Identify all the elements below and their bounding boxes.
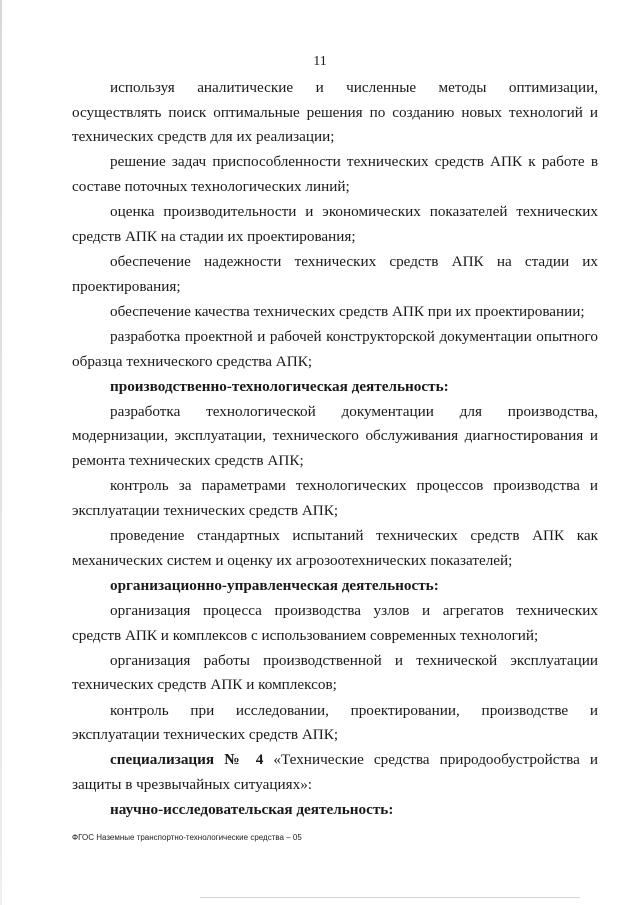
- scan-bottom-mark: [200, 897, 580, 898]
- paragraph-p13: организация работы производственной и технической эксплуатации технических средств АПК и комплексов;: [72, 651, 598, 694]
- paragraph-p3: оценка производительности и экономических показателей технических средств АПК на стадии их проектирования;: [72, 203, 598, 245]
- paragraph-p12: организация процесса производства узлов и агрегатов технических средств АПК и комплексов с использованием современных технологий;: [72, 602, 598, 644]
- section-heading-management: организационно-управленческая деятельность:: [110, 576, 439, 594]
- paragraph-p1: используя аналитические и численные методы оптимизации, осуществлять поиск оптимальные решения по созданию новых технологий и технических средств для их реализации;: [72, 79, 598, 146]
- paragraph-p2: решение задач приспособленности технических средств АПК к работе в составе поточных технологических линий;: [72, 153, 598, 195]
- paragraph-p8: разработка технологической документации для производства, модернизации, эксплуатации, технического обслуживания диагностирования и ремонта технических средств АПК;: [72, 402, 598, 470]
- paragraph-p14: контроль при исследовании, проектировании, производстве и эксплуатации технических средств АПК;: [72, 701, 598, 744]
- page-number: 11: [313, 54, 327, 69]
- section-heading-production: производственно-технологическая деятельность:: [110, 377, 449, 395]
- paragraph-p5: обеспечение качества технических средств АПК при их проектировании;: [110, 302, 585, 320]
- paragraph-p10: проведение стандартных испытаний технических средств АПК как механических систем и оценку их агрозоотехнических показателей;: [72, 527, 598, 569]
- scan-edge: [0, 0, 2, 905]
- document-footer: ФГОС Наземные транспортно-технологические средства – 05: [72, 833, 302, 842]
- body-text: [72, 76, 598, 823]
- specialization-label: специализация № 4: [110, 751, 264, 769]
- section-heading-research: научно-исследовательская деятельность:: [110, 801, 394, 819]
- paragraph-p6: разработка проектной и рабочей конструкторской документации опытного образца технического средства АПК;: [72, 327, 598, 370]
- paragraph-specialization: специализация № 4 «Технические средства природообустройства и защиты в чрезвычайных ситуациях»:: [72, 751, 598, 793]
- paragraph-p9: контроль за параметрами технологических процессов производства и эксплуатации технических средств АПК;: [72, 477, 598, 519]
- paragraph-p4: обеспечение надежности технических средств АПК на стадии их проектирования;: [72, 252, 598, 295]
